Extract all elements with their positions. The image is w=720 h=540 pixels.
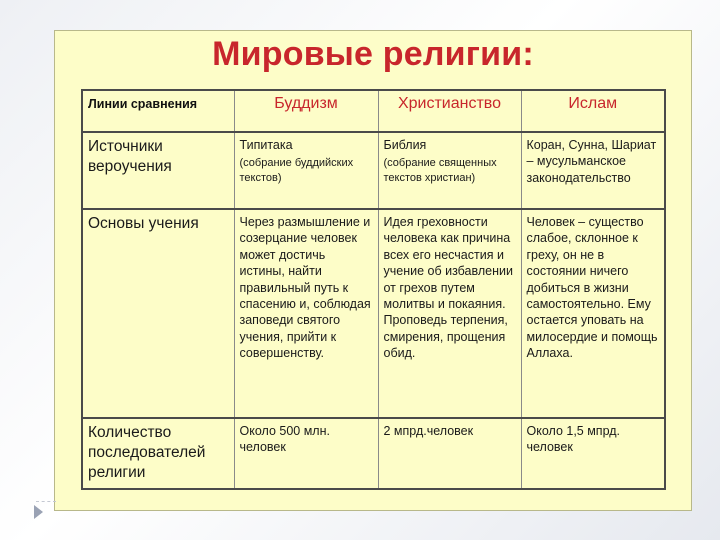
slide-title: Мировые религии: [212,35,534,73]
cell-main-text: Коран, Сунна, Шариат – мусульманское законодательство [526,138,657,185]
row-label-teachings: Основы учения [82,209,234,418]
header-comparison-lines: Линии сравнения [82,90,234,132]
cell-christianity-sources [378,132,521,209]
cell-islam-followers: Около 1,5 мпрд. человек [521,418,665,489]
comparison-table [81,89,666,490]
divider-line [36,501,56,502]
slide-panel [54,30,692,511]
header-christianity: Христианство [378,90,521,132]
row-label-sources: Источники вероучения [82,132,234,209]
cell-buddhism-followers: Около 500 млн. человек [234,418,378,489]
table-row [82,209,665,418]
cell-buddhism-teachings: Через размышление и созерцание человек может достичь истины, найти правильный путь к спасению и, соблюдая заповеди святого учения, прийти к совершенству. [234,209,378,418]
table-row [82,418,665,489]
cell-note-text: (собрание буддийских текстов) [239,157,354,184]
header-islam: Ислам [521,90,665,132]
row-label-followers: Количество последователей религии [82,418,234,489]
table-row [82,132,665,209]
cell-islam-sources [521,132,665,209]
cell-islam-teachings: Человек – существо слабое, склонное к греху, он не в состоянии ничего добиться в жизни самостоятельно. Ему остается уповать на милосердие и помощь Аллаха. [521,209,665,418]
cell-buddhism-sources [234,132,378,209]
play-arrow-icon[interactable] [34,505,43,519]
table-header-row [82,90,665,132]
cell-main-text: Библия [383,138,427,152]
cell-christianity-teachings: Идея греховности человека как причина всех его несчастия и учение об избавлении от грехов путем молитвы и покаяния. Проповедь терпения, смирения, прощения обид. [378,209,521,418]
cell-note-text: (собрание священных текстов христиан) [383,157,497,184]
header-buddhism: Буддизм [234,90,378,132]
cell-main-text: Типитака [239,138,293,152]
cell-christianity-followers: 2 мпрд.человек [378,418,521,489]
